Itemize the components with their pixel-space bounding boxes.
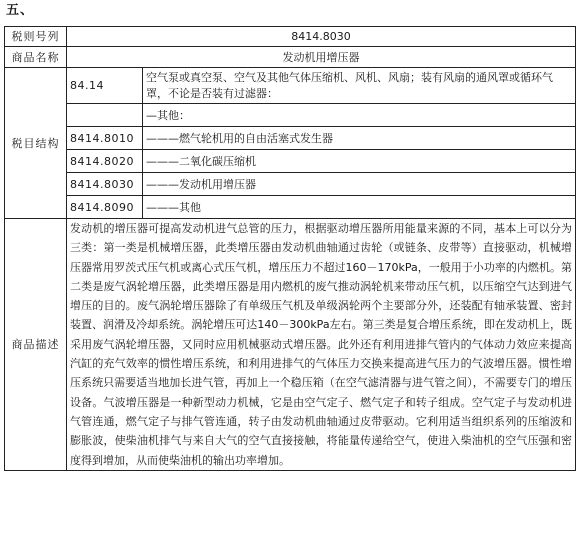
structure-code: 8414.8020: [67, 150, 143, 173]
structure-row: [5, 150, 576, 173]
structure-code: [67, 104, 143, 127]
structure-code: 84.14: [67, 68, 143, 104]
structure-code: 8414.8010: [67, 127, 143, 150]
structure-desc: 空气泵或真空泵、空气及其他气体压缩机、风机、风扇；装有风扇的通风罩或循环气罩，不论是否装有过滤器：: [143, 68, 576, 104]
structure-code: 8414.8090: [67, 196, 143, 219]
description-row: [5, 219, 576, 471]
structure-desc: ———其他: [143, 196, 576, 219]
structure-row: [5, 173, 576, 196]
structure-code: 8414.8030: [67, 173, 143, 196]
description-text: 发动机的增压器可提高发动机进气总管的压力，根据驱动增压器所用能量来源的不同，基本上可以分为三类：第一类是机械增压器，此类增压器由发动机曲轴通过齿轮（或链条、皮带等）直接驱动，机械增压器常用罗茨式压气机或离心式压气机，增压压力不超过160－170kPa，一般用于小功率的内燃机。第二类是废气涡轮增压器，此类增压器是用内燃机的废气推动涡轮机来带动压气机，以压缩空气达到进气增压的目的。废气涡轮增压器除了有单级压气机及单级涡轮两个主要部分外，还装配有轴承装置、密封装置、润滑及冷却系统。涡轮增压可达140－300kPa左右。第三类是复合增压系统，即在发动机上，既采用废气涡轮增压器，又同时应用机械驱动式增压器。此外还有利用进排气管内的气体动力效应来提高汽缸的充气效率的惯性增压系统，和利用进排气的气体压力交换来提高进气压力的气波增压器。惯性增压系统只需要适当地加长进气管，再加上一个稳压箱（在空气滤清器与进气管之间），不需要专门的增压设备。气波增压器是一种新型动力机械，它是由空气定子、燃气定子和转子组成。空气定子与发动机进气管连通，燃气定子与排气管连通，转子由发动机曲轴通过皮带驱动。它利用适当组织系列的压缩波和膨胀波，使柴油机排气与来自大气的空气直接接触，将能量传递给空气，使进入柴油机的空气压强和密度得到增加，从而使柴油机的输出功率增加。: [67, 219, 576, 471]
section-heading: 五、: [6, 3, 35, 18]
tariff-table: [4, 26, 576, 471]
structure-row: [5, 104, 576, 127]
tariff-code-row: [5, 27, 576, 47]
product-name-row: [5, 47, 576, 68]
structure-desc: ———二氧化碳压缩机: [143, 150, 576, 173]
structure-label: 税目结构: [5, 68, 67, 219]
structure-desc: —其他：: [143, 104, 576, 127]
structure-row: [5, 68, 576, 104]
tariff-code-label: 税则号列: [5, 27, 67, 47]
structure-desc: ———燃气轮机用的自由活塞式发生器: [143, 127, 576, 150]
product-name-label: 商品名称: [5, 47, 67, 68]
structure-row: [5, 127, 576, 150]
description-label: 商品描述: [5, 219, 67, 471]
structure-row: [5, 196, 576, 219]
product-name-value: 发动机用增压器: [67, 47, 576, 68]
tariff-code-value: 8414.8030: [67, 27, 576, 47]
structure-desc: ———发动机用增压器: [143, 173, 576, 196]
